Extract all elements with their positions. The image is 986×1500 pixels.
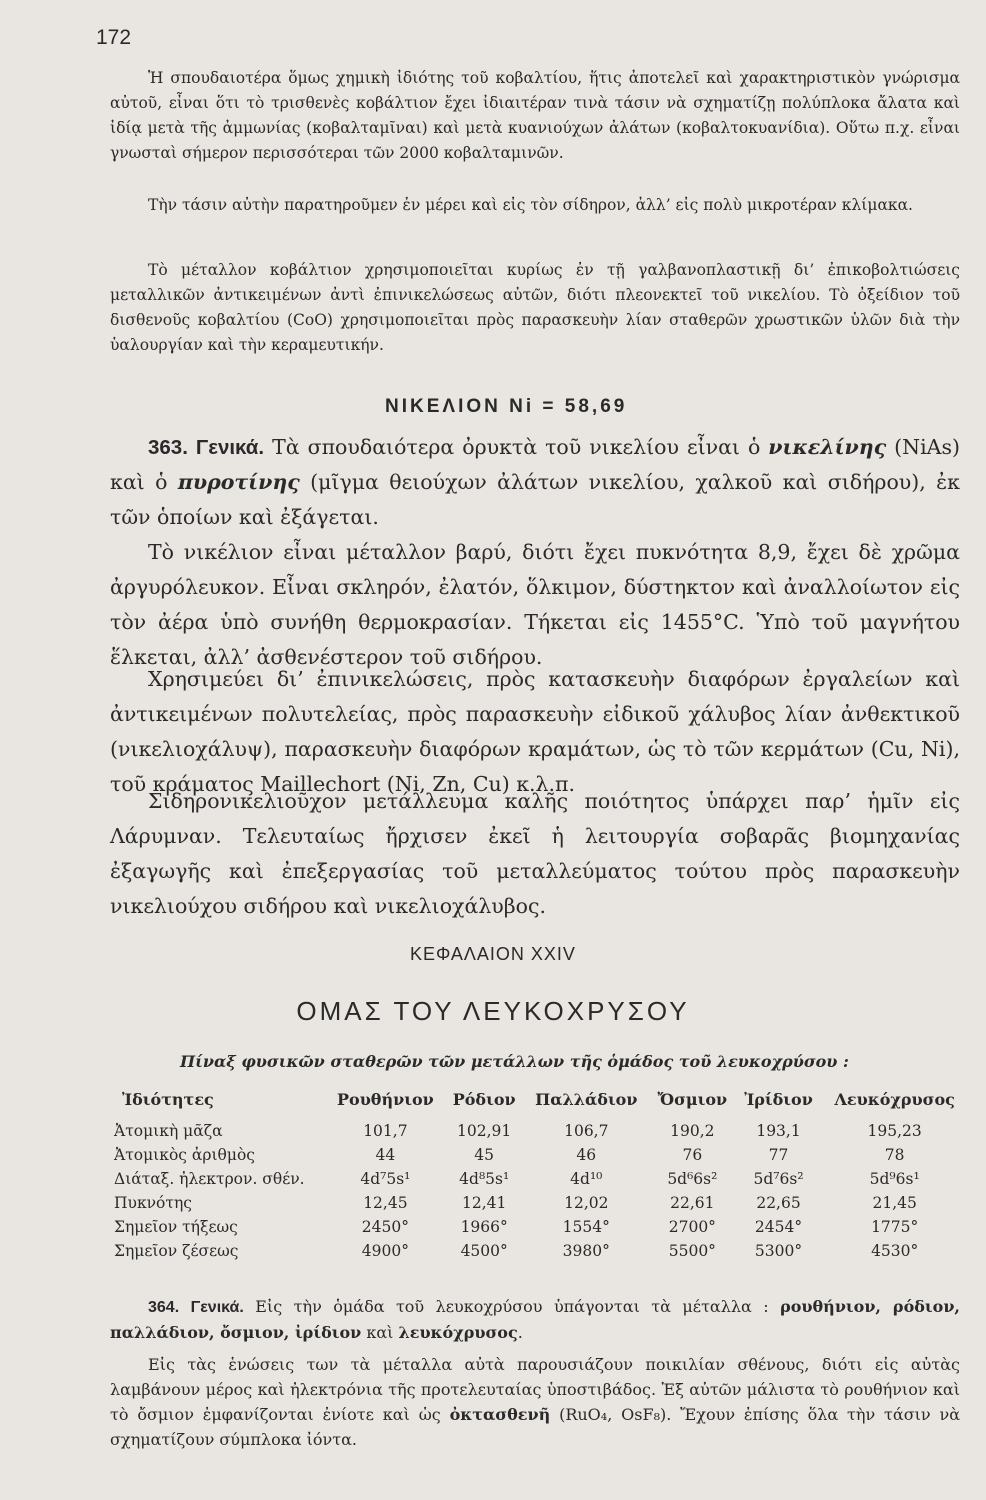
table-header-row xyxy=(112,1082,968,1119)
row-label: Σημεῖον ζέσεως xyxy=(114,1242,239,1260)
table-cell: 5d⁷6s² xyxy=(753,1170,804,1188)
row-label: Διάταξ. ἠλεκτρον. σθέν. xyxy=(114,1170,305,1188)
table-cell: 5d⁶6s² xyxy=(667,1170,718,1188)
platinum-p1-end: . xyxy=(517,1323,523,1342)
section-number-364: 364. xyxy=(148,1299,180,1316)
table-cell: 12,45 xyxy=(363,1194,408,1212)
table-row xyxy=(112,1167,968,1191)
header-osmium: Ὄσμιον xyxy=(657,1090,728,1109)
table-cell: 22,61 xyxy=(670,1194,715,1212)
nickel-paragraph-2: Τὸ νικέλιον εἶναι μέταλλον βαρύ, διότι ἔχει πυκνότητα 8,9, ἔχει δὲ χρῶμα ἀργυρόλευκον. Εἶναι σκληρόν, ἐλατόν, ὅλκιμον, δύστηκτον καὶ ἀναλλοίωτον εἰς τὸν ἀέρα ὑπὸ συνήθη θερμοκρασίαν. Τήκεται εἰς 1455°C. Ὑπὸ τοῦ μαγνήτου ἕλκεται, ἀλλ’ ἀσθενέστερον τοῦ σιδήρου. xyxy=(110,540,960,669)
table-cell: 1966° xyxy=(460,1218,508,1236)
nickel-heading: ΝΙΚΕΛΙΟΝ Ni = 58,69 xyxy=(385,396,628,417)
table-row xyxy=(112,1215,968,1239)
nickel-paragraph-4: Σιδηρονικελιοῦχον μετάλλευμα καλῆς ποιότητος ὑπάρχει παρ’ ἡμῖν εἰς Λάρυμναν. Τελευταίως ἤρχισεν ἐκεῖ ἡ λειτουργία σοβαρᾶς βιομηχανίας ἐξαγωγῆς καὶ ἐπεξεργασίας τοῦ μεταλλεύματος τούτου πρὸς παρασκευὴν νικελιούχου σιδήρου καὶ νικελιοχάλυβος. xyxy=(110,789,960,918)
platinum-metal-last: λευκόχρυσος xyxy=(398,1323,518,1342)
platinum-p1-text-a: Εἰς τὴν ὁμάδα τοῦ λευκοχρύσου ὑπάγονται τὰ μέταλλα : xyxy=(243,1297,781,1316)
table-cell: 2454° xyxy=(754,1218,803,1236)
row-label: Σημεῖον τήξεως xyxy=(114,1218,238,1236)
table-cell: 12,02 xyxy=(564,1194,609,1212)
table-cell: 101,7 xyxy=(363,1122,408,1140)
intro-paragraph-3: Τὸ μέταλλον κοβάλτιον χρησιμοποιεῖται κυρίως ἐν τῇ γαλβανοπλαστικῇ δι’ ἐπικοβολτιώσεις μεταλλικῶν ἀντικειμένων ἀντὶ ἐπινικελώσεως αὐτῶν, διότι πλεονεκτεῖ τοῦ νικελίου. Τὸ ὀξείδιον τοῦ δισθενοῦς κοβαλτίου (CoO) χρησιμοποιεῖται πρὸς παρασκευὴν λίαν σταθερῶν χρωστικῶν ὑλῶν διὰ τὴν ὑαλουργίαν καὶ τὴν κεραμευτικήν. xyxy=(110,261,960,354)
table-cell: 1775° xyxy=(871,1218,919,1236)
table-caption: Πίναξ φυσικῶν σταθερῶν τῶν μετάλλων τῆς ὁμάδος τοῦ λευκοχρύσου : xyxy=(180,1052,849,1071)
mineral-nickeline: νικελίνης xyxy=(768,435,887,459)
octavalent-term: ὀκτασθενῆ xyxy=(449,1405,551,1424)
platinum-paragraph-1 xyxy=(110,1294,960,1345)
nickel-paragraph-3: Χρησιμεύει δι’ ἐπινικελώσεις, πρὸς κατασκευὴν διαφόρων ἐργαλείων καὶ ἀντικειμένων πολυτελείας, πρὸς παρασκευὴν εἰδικοῦ χάλυβος λίαν ἀνθεκτικοῦ (νικελιοχάλυψ), παρασκευὴν διαφόρων κραμάτων, ὡς τὸ τῶν κερμάτων (Cu, Ni), τοῦ κράματος Maillechort (Ni, Zn, Cu) κ.λ.π. xyxy=(110,667,960,796)
section-title-364: Γενικά. xyxy=(190,1299,244,1316)
chapter-title: ΟΜΑΣ ΤΟΥ ΛΕΥΚΟΧΡΥΣΟΥ xyxy=(296,996,690,1026)
table-cell: 195,23 xyxy=(867,1122,922,1140)
header-rhodium: Ρόδιον xyxy=(452,1090,516,1109)
row-label: Ἀτομικὸς ἀριθμὸς xyxy=(114,1146,255,1164)
table-row xyxy=(112,1191,968,1215)
table-cell: 4d¹⁰ xyxy=(570,1170,603,1188)
platinum-metals-list: ρουθήνιον, ρόδιον, παλλάδιον, ὄσμιον, ἰρίδιον xyxy=(110,1297,960,1342)
header-palladium: Παλλάδιον xyxy=(535,1090,638,1109)
table-cell: 3980° xyxy=(562,1242,610,1260)
table-cell: 46 xyxy=(576,1146,597,1164)
table-cell: 77 xyxy=(768,1146,789,1164)
table-cell: 2450° xyxy=(361,1218,409,1236)
table-cell: 5300° xyxy=(754,1242,803,1260)
platinum-paragraph-2 xyxy=(110,1352,960,1452)
table-cell: 190,2 xyxy=(670,1122,715,1140)
table-cell: 21,45 xyxy=(872,1194,917,1212)
table-cell: 12,41 xyxy=(461,1194,507,1212)
section-title-363: Γενικά. xyxy=(195,436,265,459)
table-cell: 76 xyxy=(682,1146,703,1164)
page-number: 172 xyxy=(96,26,132,49)
table-cell: 22,65 xyxy=(756,1194,801,1212)
table-row xyxy=(112,1143,968,1167)
table-cell: 1554° xyxy=(562,1218,610,1236)
table-cell: 78 xyxy=(884,1146,905,1164)
header-platinum: Λευκόχρυσος xyxy=(834,1090,955,1109)
table-cell: 4d⁸5s¹ xyxy=(459,1170,510,1188)
nickel-p1-text-b: (NiAs) καὶ ὁ xyxy=(110,435,960,494)
platinum-p1-and: καὶ xyxy=(361,1323,399,1342)
platinum-p2-text-a: Εἰς τὰς ἑνώσεις των τὰ μέταλλα αὐτὰ παρουσιάζουν ποικιλίαν σθένους, διότι εἰς αὐτὰς λαμβάνουν μέρος καὶ ἠλεκτρόνια τῆς προτελευταίας ὑποστιβάδος. Ἐξ αὐτῶν μάλιστα τὸ ρουθήνιον καὶ τὸ ὄσμιον ἐμφανίζονται ἐνίοτε καὶ ὡς xyxy=(110,1355,960,1424)
table-cell: 2700° xyxy=(668,1218,716,1236)
table-row xyxy=(112,1239,968,1263)
table-cell: 193,1 xyxy=(756,1122,801,1140)
mineral-pyrrhotite: πυροτίνης xyxy=(177,470,300,494)
row-label: Ἀτομικὴ μᾶζα xyxy=(114,1122,223,1140)
nickel-p1-text-a: Τὰ σπουδαιότερα ὀρυκτὰ τοῦ νικελίου εἶναι ὁ xyxy=(272,435,769,459)
nickel-p1-text-c: (μῖγμα θειούχων ἀλάτων νικελίου, χαλκοῦ καὶ σιδήρου), ἐκ τῶν ὁποίων καὶ ἐξάγεται. xyxy=(110,470,960,529)
table-row xyxy=(112,1119,968,1143)
table-cell: 45 xyxy=(474,1146,495,1164)
table-cell: 5500° xyxy=(668,1242,716,1260)
header-properties: Ἰδιότητες xyxy=(122,1090,214,1109)
table-cell: 44 xyxy=(375,1146,396,1164)
intro-paragraph-1: Ἡ σπουδαιοτέρα ὅμως χημικὴ ἰδιότης τοῦ κοβαλτίου, ἥτις ἀποτελεῖ καὶ χαρακτηριστικὸν γνώρισμα αὐτοῦ, εἶναι ὅτι τὸ τρισθενὲς κοβάλτιον ἔχει ἰδιαιτέραν τινὰ τάσιν νὰ σχηματίζῃ πολύπλοκα ἄλατα καὶ ἰδίᾳ μετὰ τῆς ἀμμωνίας (κοβαλταμῖναι) καὶ μετὰ κυανιούχων ἀλάτων (κοβαλτοκυανίδια). Οὕτω π.χ. εἶναι γνωσταὶ σήμερον περισσότεραι τῶν 2000 κοβαλταμινῶν. xyxy=(110,69,960,162)
table-cell: 4900° xyxy=(361,1242,409,1260)
header-ruthenium: Ρουθήνιον xyxy=(337,1090,434,1109)
section-number-363: 363. xyxy=(148,436,188,459)
table-cell: 4d⁷5s¹ xyxy=(360,1170,411,1188)
table-cell: 106,7 xyxy=(564,1122,609,1140)
table-cell: 4530° xyxy=(871,1242,919,1260)
header-iridium: Ἰρίδιον xyxy=(744,1090,813,1109)
table-cell: 5d⁹6s¹ xyxy=(869,1170,920,1188)
table-cell: 102,91 xyxy=(457,1122,512,1140)
row-label: Πυκνότης xyxy=(114,1194,192,1212)
intro-paragraph-2: Τὴν τάσιν αὐτὴν παρατηροῦμεν ἐν μέρει καὶ εἰς τὸν σίδηρον, ἀλλ’ εἰς πολὺ μικροτέραν κλίμακα. xyxy=(148,196,913,214)
platinum-p2-text-b: (RuO₄, OsF₈). Ἔχουν ἐπίσης ὅλα τὴν τάσιν νὰ σχηματίζουν σύμπλοκα ἰόντα. xyxy=(110,1405,961,1449)
table-cell: 4500° xyxy=(460,1242,508,1260)
nickel-paragraph-1 xyxy=(110,430,960,535)
platinum-properties-table xyxy=(112,1082,968,1263)
chapter-label: ΚΕΦΑΛΑΙΟΝ XXIV xyxy=(410,944,576,964)
